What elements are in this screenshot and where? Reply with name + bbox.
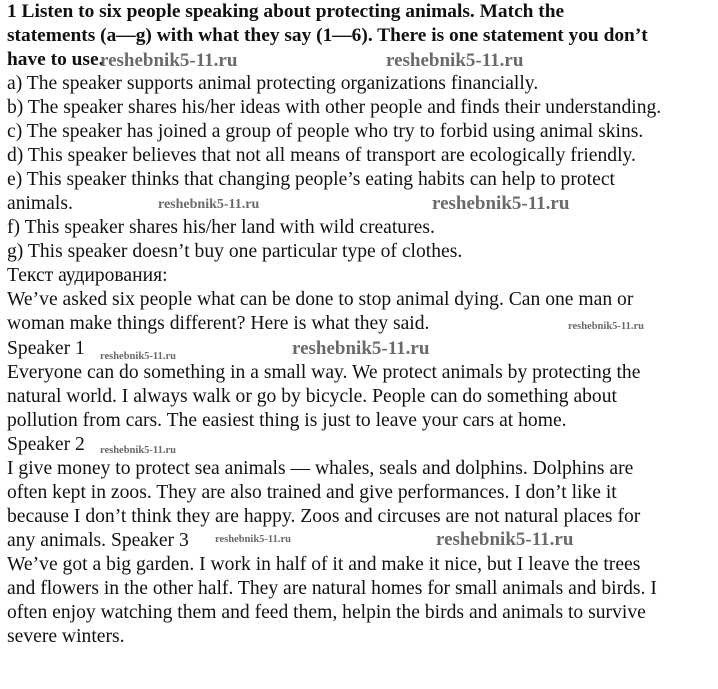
- speaker-2-line-4-text: any animals.: [7, 530, 107, 551]
- statement-g: g) This speaker doesn’t buy one particular type of clothes.: [7, 241, 463, 262]
- task-title-line-2: statements (a—g) with what they say (1—6). There is one statement you don’t: [7, 25, 648, 46]
- watermark: reshebnik5-11.ru: [292, 338, 430, 359]
- speaker-3-line-4: severe winters.: [7, 626, 125, 647]
- speaker-3-line-3: often enjoy watching them and feed them, helpin the birds and animals to survive: [7, 602, 646, 623]
- watermark: reshebnik5-11.ru: [100, 50, 238, 71]
- speaker-3-line-2: and flowers in the other half. They are natural homes for small animals and birds. I: [7, 578, 657, 599]
- watermark: reshebnik5-11.ru: [100, 445, 176, 456]
- task-title-line-3: have to use.: [7, 49, 104, 70]
- speaker-1-line-1: Everyone can do something in a small way. We protect animals by protecting the: [7, 362, 641, 383]
- transcript-heading: Текст аудирования:: [7, 265, 168, 286]
- statement-f: f) This speaker shares his/her land with wild creatures.: [7, 217, 435, 238]
- task-title-line-1: 1 Listen to six people speaking about protecting animals. Match the: [7, 1, 565, 22]
- speaker-2-line-4: [7, 529, 189, 553]
- speaker-3-line-1: We’ve got a big garden. I work in half of it and make it nice, but I leave the trees: [7, 554, 641, 575]
- speaker-1-label: Speaker 1: [7, 338, 85, 359]
- statement-e-continued: animals.: [7, 193, 73, 214]
- speaker-3-label: Speaker 3: [110, 530, 189, 551]
- watermark: reshebnik5-11.ru: [568, 321, 644, 332]
- statement-b: b) The speaker shares his/her ideas with other people and finds their understanding.: [7, 97, 662, 118]
- speaker-2-line-1: I give money to protect sea animals — whales, seals and dolphins. Dolphins are: [7, 458, 634, 479]
- statement-d: d) This speaker believes that not all means of transport are ecologically friendly.: [7, 145, 636, 166]
- watermark: reshebnik5-11.ru: [215, 534, 291, 545]
- watermark: reshebnik5-11.ru: [158, 197, 260, 212]
- statement-a: a) The speaker supports animal protecting organizations financially.: [7, 73, 539, 94]
- watermark: reshebnik5-11.ru: [436, 529, 574, 550]
- speaker-2-line-2: often kept in zoos. They are also trained and give performances. I don’t like it: [7, 482, 617, 503]
- watermark: reshebnik5-11.ru: [100, 351, 176, 362]
- statement-e: e) This speaker thinks that changing people’s eating habits can help to protect: [7, 169, 615, 190]
- intro-line-1: We’ve asked six people what can be done to stop animal dying. Can one man or: [7, 289, 634, 310]
- watermark: reshebnik5-11.ru: [386, 50, 524, 71]
- speaker-2-label: Speaker 2: [7, 434, 85, 455]
- speaker-1-line-3: pollution from cars. The easiest thing is just to leave your cars at home.: [7, 410, 567, 431]
- statement-c: c) The speaker has joined a group of people who try to forbid using animal skins.: [7, 121, 644, 142]
- speaker-2-line-3: because I don’t think they are happy. Zoos and circuses are not natural places for: [7, 506, 641, 527]
- watermark: reshebnik5-11.ru: [432, 193, 570, 214]
- intro-line-2: woman make things different? Here is what they said.: [7, 313, 430, 334]
- speaker-1-line-2: natural world. I always walk or go by bicycle. People can do something about: [7, 386, 617, 407]
